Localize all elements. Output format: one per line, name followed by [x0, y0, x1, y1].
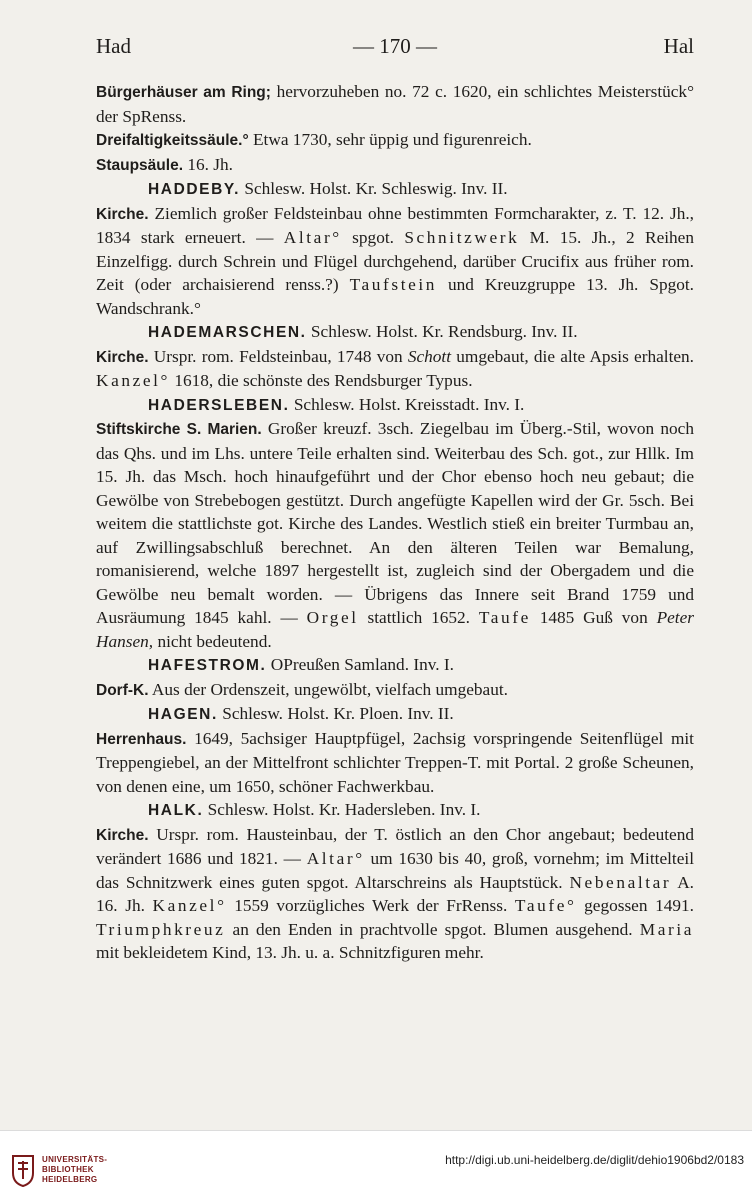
- entry-text: Großer kreuzf. 3sch. Ziegelbau im Überg.-Stil, wovon noch das Qhs. und im Lhs. untere Teile erhalten sind. Weiterbau des Sch. got., zur Hllk. Im 15. Jh. das Msch. hoch hinaufgeführt und der Chor ebenso hoch neu gebaut; die Gewölbe von Strebebogen gestützt. Durch angefügte Kapellen wird der Gr. 5sch. Bei weitem die stattlichste got. Kirche des Landes. Westlich stieß ein breiter Turmbau an, auf Zwillingsabschluß berechnet. An den älteren Teilen war Bemalung, romanisierend, welche 1897 hergestellt ist, zugleich sind der Obergadem und die Gewölbe neu bemalt worden. — Übrigens das Innere seit Brand 1759 und Ausräumung 1845 kahl. —: [96, 419, 694, 627]
- entry-staupsaeule: [96, 153, 694, 178]
- page-body: [96, 80, 694, 965]
- entry-hagen-herrenhaus: [96, 727, 694, 799]
- library-logo[interactable]: [10, 1149, 140, 1193]
- spaced-term: Altar°: [306, 849, 365, 868]
- entry-heading: Bürgerhäuser am Ring;: [96, 84, 271, 101]
- spaced-term: Kanzel°: [96, 371, 171, 390]
- place-info: Schlesw. Holst. Kr. Schleswig. Inv. II.: [240, 179, 508, 198]
- entry-text: spgot.: [341, 228, 405, 247]
- spaced-term: Nebenaltar: [569, 872, 672, 892]
- permalink-url[interactable]: http://digi.ub.uni-heidelberg.de/diglit/dehio1906bd2/0183: [445, 1153, 744, 1167]
- entry-text: 1559 vorzügliches Werk der FrRenss.: [226, 896, 515, 915]
- entry-hafestrom-kirche: [96, 678, 694, 703]
- spaced-term: Taufe: [478, 608, 531, 627]
- entry-text: mit bekleidetem Kind, 13. Jh. u. a. Schnitzfiguren mehr.: [96, 943, 484, 962]
- entry-text: und Kreuzgruppe 13. Jh. Spgot. Wandschrank.°: [96, 275, 694, 318]
- entry-haddeby-kirche: [96, 202, 694, 321]
- entry-text: um 1630 bis 40, groß, vornehm; im Mittelteil das Schnitzwerk eines guten spgot. Altarschreins als Hauptstück.: [96, 849, 694, 892]
- entry-text: Urspr. rom. Feldsteinbau, 1748 von: [148, 346, 408, 366]
- library-name: [42, 1155, 107, 1185]
- entry-text: stattlich 1652.: [358, 608, 479, 627]
- place-hademarschen: [96, 320, 694, 345]
- place-halk: [96, 798, 694, 823]
- place-hafestrom: [96, 653, 694, 678]
- entry-text: A. 16. Jh.: [96, 872, 694, 915]
- entry-heading: Herrenhaus.: [96, 730, 187, 748]
- entry-text: an den Enden in prachtvolle spgot. Blumen ausgehend.: [225, 919, 640, 939]
- place-info: Schlesw. Holst. Kr. Rendsburg. Inv. II.: [306, 322, 578, 341]
- entry-text: 1485 Guß von: [530, 608, 657, 627]
- spaced-term: Triumphkreuz: [96, 919, 226, 939]
- header-right: Hal: [663, 34, 694, 58]
- place-name: HADEMARSCHEN.: [148, 324, 307, 341]
- page-header: [96, 34, 694, 64]
- entry-text: 1649, 5achsiger Hauptpfügel, 2achsig vorspringende Seitenflügel mit Treppengiebel, an der Mittelfront schlichter Treppen-T. mit Portal. 2 große Scheunen, von denen eine, um 1650, schöner Fachwerkbau.: [96, 728, 694, 796]
- spaced-term: Altar°: [283, 228, 342, 247]
- logo-line: BIBLIOTHEK: [42, 1165, 94, 1174]
- place-name: HADDEBY.: [148, 181, 241, 198]
- entry-hademarschen-kirche: [96, 345, 694, 393]
- entry-text: gegossen 1491.: [576, 896, 694, 915]
- place-haddeby: [96, 177, 694, 202]
- entry-text: hervorzuheben no. 72 c. 1620, ein schlichtes Meisterstück° der SpRenss.: [96, 82, 694, 126]
- spaced-term: Schnitzwerk: [404, 228, 520, 247]
- entry-text: Etwa 1730, sehr üppig und figurenreich.: [248, 130, 532, 149]
- spaced-term: Taufe°: [514, 896, 577, 915]
- entry-text: M. 15. Jh., 2 Reihen Einzelfigg. durch Schrein und Flügel durchgehend, darüber Crucifix aus früher rom. Zeit (oder archaisierend renss.?): [96, 228, 694, 294]
- artist-name: Peter Hansen,: [96, 608, 694, 651]
- place-info: Schlesw. Holst. Kr. Ploen. Inv. II.: [217, 704, 454, 723]
- place-name: HADERSLEBEN.: [148, 396, 290, 414]
- header-left: Had: [96, 34, 131, 58]
- entry-heading: Dorf-K.: [96, 681, 149, 699]
- spaced-term: Kanzel°: [152, 896, 227, 915]
- entry-heading: Kirche.: [96, 348, 149, 366]
- place-hagen: [96, 702, 694, 727]
- place-name: HALK.: [148, 802, 204, 819]
- spaced-term: Maria: [639, 919, 694, 939]
- entry-text: nicht bedeutend.: [153, 631, 272, 651]
- artist-name: Schott: [407, 346, 452, 366]
- entry-dreifaltigkeitssaeule: [96, 128, 694, 153]
- place-info: Schlesw. Holst. Kreisstadt. Inv. I.: [289, 394, 525, 414]
- place-hadersleben: [96, 393, 694, 418]
- entry-heading: Kirche.: [96, 826, 149, 844]
- entry-text: 1618, die schönste des Rendsburger Typus.: [170, 371, 473, 390]
- place-info: Schlesw. Holst. Kr. Hadersleben. Inv. I.: [203, 800, 481, 819]
- spaced-term: Taufstein: [349, 275, 438, 294]
- page-number: — 170 —: [353, 34, 437, 58]
- logo-line: UNIVERSITÄTS-: [42, 1155, 108, 1164]
- entry-heading: Stiftskirche S. Marien.: [96, 421, 262, 438]
- entry-text: Ziemlich großer Feldsteinbau ohne bestimmten Formcharakter, z. T. 12. Jh., 1834 stark erneuert. —: [96, 203, 694, 247]
- place-name: HAGEN.: [148, 706, 218, 723]
- place-info: OPreußen Samland. Inv. I.: [266, 655, 454, 674]
- entry-text: Aus der Ordenszeit, ungewölbt, vielfach umgebaut.: [148, 679, 508, 699]
- logo-line: HEIDELBERG: [42, 1175, 98, 1184]
- spaced-term: Orgel: [306, 608, 359, 627]
- library-seal-icon: [10, 1153, 36, 1187]
- place-name: HAFESTROM.: [148, 657, 267, 674]
- viewer-footer: [0, 1130, 752, 1198]
- entry-buergerhaeuser: [96, 80, 694, 128]
- entry-text: 16. Jh.: [183, 154, 233, 174]
- entry-heading: Staupsäule.: [96, 156, 183, 174]
- entry-text: umgebaut, die alte Apsis erhalten.: [451, 346, 694, 366]
- entry-text: Urspr. rom. Hausteinbau, der T. östlich an den Chor angebaut; bedeutend verändert 1686 und 1821. —: [96, 824, 694, 868]
- entry-heading: Dreifaltigkeitssäule.°: [96, 132, 249, 149]
- entry-hadersleben-kirche: [96, 417, 694, 653]
- entry-heading: Kirche.: [96, 205, 149, 223]
- entry-halk-kirche: [96, 823, 694, 965]
